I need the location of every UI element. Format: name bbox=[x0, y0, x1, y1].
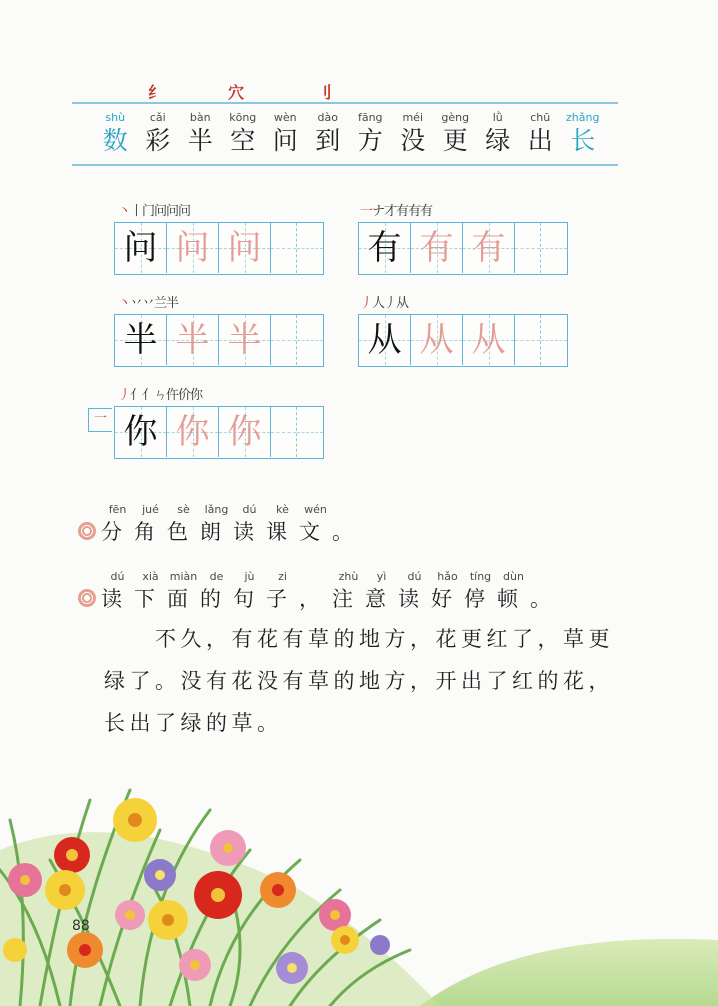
pinyin-syllable: de bbox=[209, 570, 224, 583]
writing-grid-wen[interactable] bbox=[114, 222, 324, 275]
vocab-pinyin: gèng bbox=[441, 111, 470, 124]
pinyin-syllable: dú bbox=[242, 503, 257, 516]
vocab-pinyin: fāng bbox=[357, 111, 383, 124]
pinyin-syllable: dùn bbox=[503, 570, 524, 583]
model-character: 你 bbox=[123, 412, 158, 452]
exercise-2-pinyin bbox=[101, 570, 530, 583]
vocab-character: 空 bbox=[230, 126, 256, 155]
vocab-item bbox=[434, 110, 477, 156]
vocab-item bbox=[519, 110, 562, 156]
flower-bullet-icon bbox=[78, 589, 96, 607]
vocab-character: 到 bbox=[315, 126, 341, 155]
model-character: 半 bbox=[123, 320, 158, 360]
vocab-item bbox=[264, 110, 307, 156]
trace-character: 你 bbox=[227, 412, 262, 452]
pinyin-syllable: wén bbox=[304, 503, 327, 516]
vocabulary-strip bbox=[72, 102, 618, 166]
vocab-pinyin: shù bbox=[105, 111, 126, 124]
writing-grid-cong[interactable] bbox=[358, 314, 568, 367]
vocab-pinyin: dào bbox=[317, 111, 338, 124]
pinyin-syllable: jù bbox=[244, 570, 255, 583]
model-character: 问 bbox=[123, 228, 158, 268]
reading-passage bbox=[104, 618, 644, 744]
vocab-pinyin: chū bbox=[530, 111, 551, 124]
vocab-character: 数 bbox=[102, 126, 128, 155]
pinyin-syllable: dú bbox=[407, 570, 422, 583]
vocab-pinyin: wèn bbox=[273, 111, 297, 124]
passage-line: 长出了绿的草。 bbox=[104, 711, 283, 735]
model-character: 从 bbox=[367, 320, 402, 360]
radical: 刂 bbox=[316, 83, 333, 102]
page-number: 88 bbox=[72, 918, 90, 934]
trace-character: 你 bbox=[175, 412, 210, 452]
pinyin-syllable: tíng bbox=[469, 570, 492, 583]
vocab-character: 出 bbox=[527, 126, 553, 155]
stroke-order-cong: 丿人丿从 bbox=[360, 296, 409, 311]
vocab-item bbox=[137, 110, 180, 156]
stroke-order-wen: 丶丨门问问问 bbox=[118, 204, 191, 219]
exercise-1-text: 分角色朗读课文。 bbox=[101, 520, 365, 544]
model-character: 有 bbox=[367, 228, 402, 268]
pinyin-syllable: kè bbox=[276, 503, 289, 516]
radical: 纟 bbox=[148, 83, 165, 102]
vocab-pinyin: cǎi bbox=[149, 111, 166, 124]
vocab-character: 彩 bbox=[145, 126, 171, 155]
vocab-character: 长 bbox=[570, 126, 596, 155]
pinyin-syllable: jué bbox=[142, 503, 159, 516]
writing-grid-ni[interactable] bbox=[114, 406, 324, 459]
vocab-character: 更 bbox=[442, 126, 468, 155]
vocab-pinyin: bàn bbox=[189, 111, 211, 124]
trace-character: 从 bbox=[419, 320, 454, 360]
stroke-order-you: 一ナ才有有有 bbox=[360, 204, 433, 219]
radical-hints bbox=[0, 80, 718, 104]
vocab-character: 没 bbox=[400, 126, 426, 155]
vocab-pinyin: zhǎng bbox=[566, 111, 600, 124]
trace-character: 从 bbox=[471, 320, 506, 360]
passage-line: 绿了。没有花没有草的地方，开出了红的花， bbox=[104, 669, 614, 693]
pinyin-syllable: hǎo bbox=[437, 570, 458, 583]
vocab-item bbox=[179, 110, 222, 156]
pinyin-syllable: yì bbox=[376, 570, 387, 583]
vocab-item bbox=[349, 110, 392, 156]
pinyin-syllable: sè bbox=[177, 503, 190, 516]
vocab-character: 半 bbox=[187, 126, 213, 155]
vocab-character: 绿 bbox=[485, 126, 511, 155]
vocab-item bbox=[222, 110, 265, 156]
vocab-item bbox=[562, 110, 605, 156]
vocab-item bbox=[392, 110, 435, 156]
pinyin-syllable: miàn bbox=[169, 570, 198, 583]
writing-grid-ban[interactable] bbox=[114, 314, 324, 367]
flower-meadow-illustration bbox=[0, 740, 718, 1006]
exercise-1-pinyin bbox=[101, 503, 332, 516]
pinyin-syllable: fēn bbox=[108, 503, 127, 516]
trace-character: 半 bbox=[227, 320, 262, 360]
vocab-item bbox=[477, 110, 520, 156]
radical-tab: 一 bbox=[88, 408, 112, 432]
vocabulary-row bbox=[94, 110, 604, 156]
trace-character: 有 bbox=[471, 228, 506, 268]
pinyin-syllable: zi bbox=[278, 570, 287, 583]
pinyin-syllable: lǎng bbox=[204, 503, 229, 516]
vocab-character: 问 bbox=[272, 126, 298, 155]
trace-character: 问 bbox=[175, 228, 210, 268]
trace-character: 有 bbox=[419, 228, 454, 268]
pinyin-syllable: dú bbox=[110, 570, 125, 583]
vocab-pinyin: méi bbox=[402, 111, 424, 124]
exercise-2-text: 读下面的句子，注意读好停顿。 bbox=[101, 587, 563, 611]
pinyin-syllable: zhù bbox=[338, 570, 359, 583]
writing-grid-you[interactable] bbox=[358, 222, 568, 275]
radical: 穴 bbox=[228, 83, 245, 102]
trace-character: 问 bbox=[227, 228, 262, 268]
passage-line: 不久，有花有草的地方，花更红了，草更 bbox=[104, 627, 614, 651]
pinyin-syllable: xià bbox=[142, 570, 159, 583]
flower-bullet-icon bbox=[78, 522, 96, 540]
stroke-order-ban: 丶丷丷兰半 bbox=[118, 296, 179, 311]
vocab-pinyin: kōng bbox=[229, 111, 257, 124]
vocab-pinyin: lǜ bbox=[492, 111, 503, 124]
stroke-order-ni: 丿亻亻ㄣ仵价你 bbox=[118, 388, 203, 403]
pinyin-syllable bbox=[299, 570, 332, 583]
vocab-character: 方 bbox=[357, 126, 383, 155]
vocab-item bbox=[307, 110, 350, 156]
trace-character: 半 bbox=[175, 320, 210, 360]
vocab-item bbox=[94, 110, 137, 156]
